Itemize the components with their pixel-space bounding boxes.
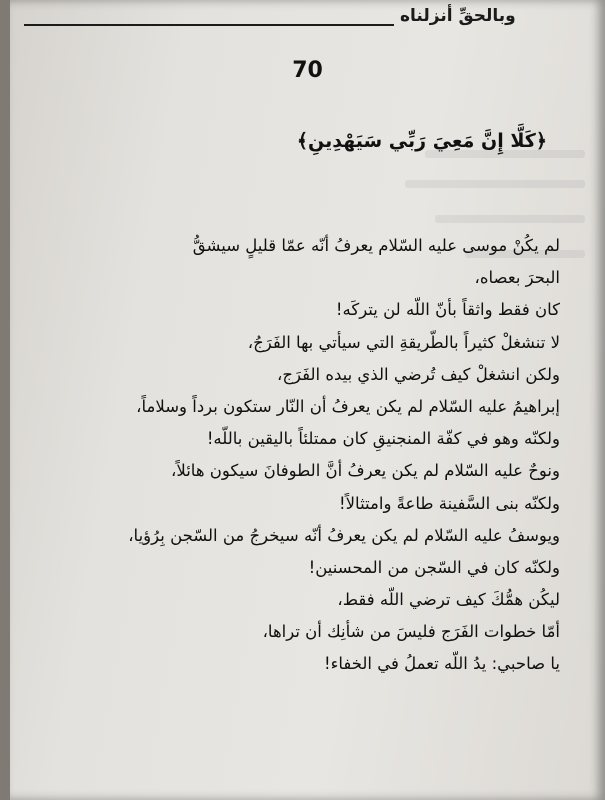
body-text [50, 230, 560, 681]
text-line: كان فقط واثقاً بأنّ اللّه لن يتركَه! [335, 300, 560, 320]
text-line: البحرَ بعصاه، [474, 268, 560, 288]
text-line: ولكنّه كان في السّجن من المحسنين! [308, 557, 560, 577]
text-line: لم يكُنْ موسى عليه السّلام يعرفُ أنّه عمّا قليلٍ سيشقُّ [192, 236, 560, 255]
text-line: ونوحٌ عليه السّلام لم يكن يعرفُ أنَّ الطوفانَ سيكون هائلاً، [171, 461, 560, 481]
text-line: ولكن انشغلْ كيف تُرضي الذي بيده الفَرَج، [277, 364, 560, 384]
book-page [10, 0, 605, 800]
text-line: ويوسفُ عليه السّلام لم يكن يعرفُ أنّه سيخرجُ من السّجن بِرُؤيا، [128, 525, 560, 545]
bleed-through-mark [435, 215, 585, 223]
text-line: يا صاحبي: يدُ اللّه تعملُ في الخفاء! [323, 654, 560, 674]
text-line: لا تنشغلْ كثيراً بالطّريقةِ التي سيأتي بها الفَرَجُ، [247, 332, 560, 352]
bleed-through-mark [405, 180, 585, 188]
text-line: ولكنّه وهو في كفّة المنجنيقِ كان ممتلئاً باليقين باللّه! [206, 429, 560, 449]
text-line: أمّا خطوات الفَرَج فليسَ من شأنِك أن تراها، [262, 622, 560, 642]
quran-verse: ﴿كَلَّا إِنَّ مَعِيَ رَبِّي سَيَهْدِينِ﴾ [296, 130, 547, 152]
page-number: 70 [292, 58, 323, 83]
text-line: إبراهيمُ عليه السّلام لم يكن يعرفُ أن النّار ستكون برداً وسلاماً، [136, 396, 560, 416]
text-line: ليكُن همُّكَ كيف ترضي اللّه فقط، [337, 590, 560, 610]
header-title: وبالحقِّ أنزلناه [400, 6, 516, 26]
running-header [10, 0, 605, 40]
header-rule [24, 24, 394, 26]
text-line: ولكنّه بنى السَّفينة طاعةً وامتثالاً! [339, 493, 560, 513]
